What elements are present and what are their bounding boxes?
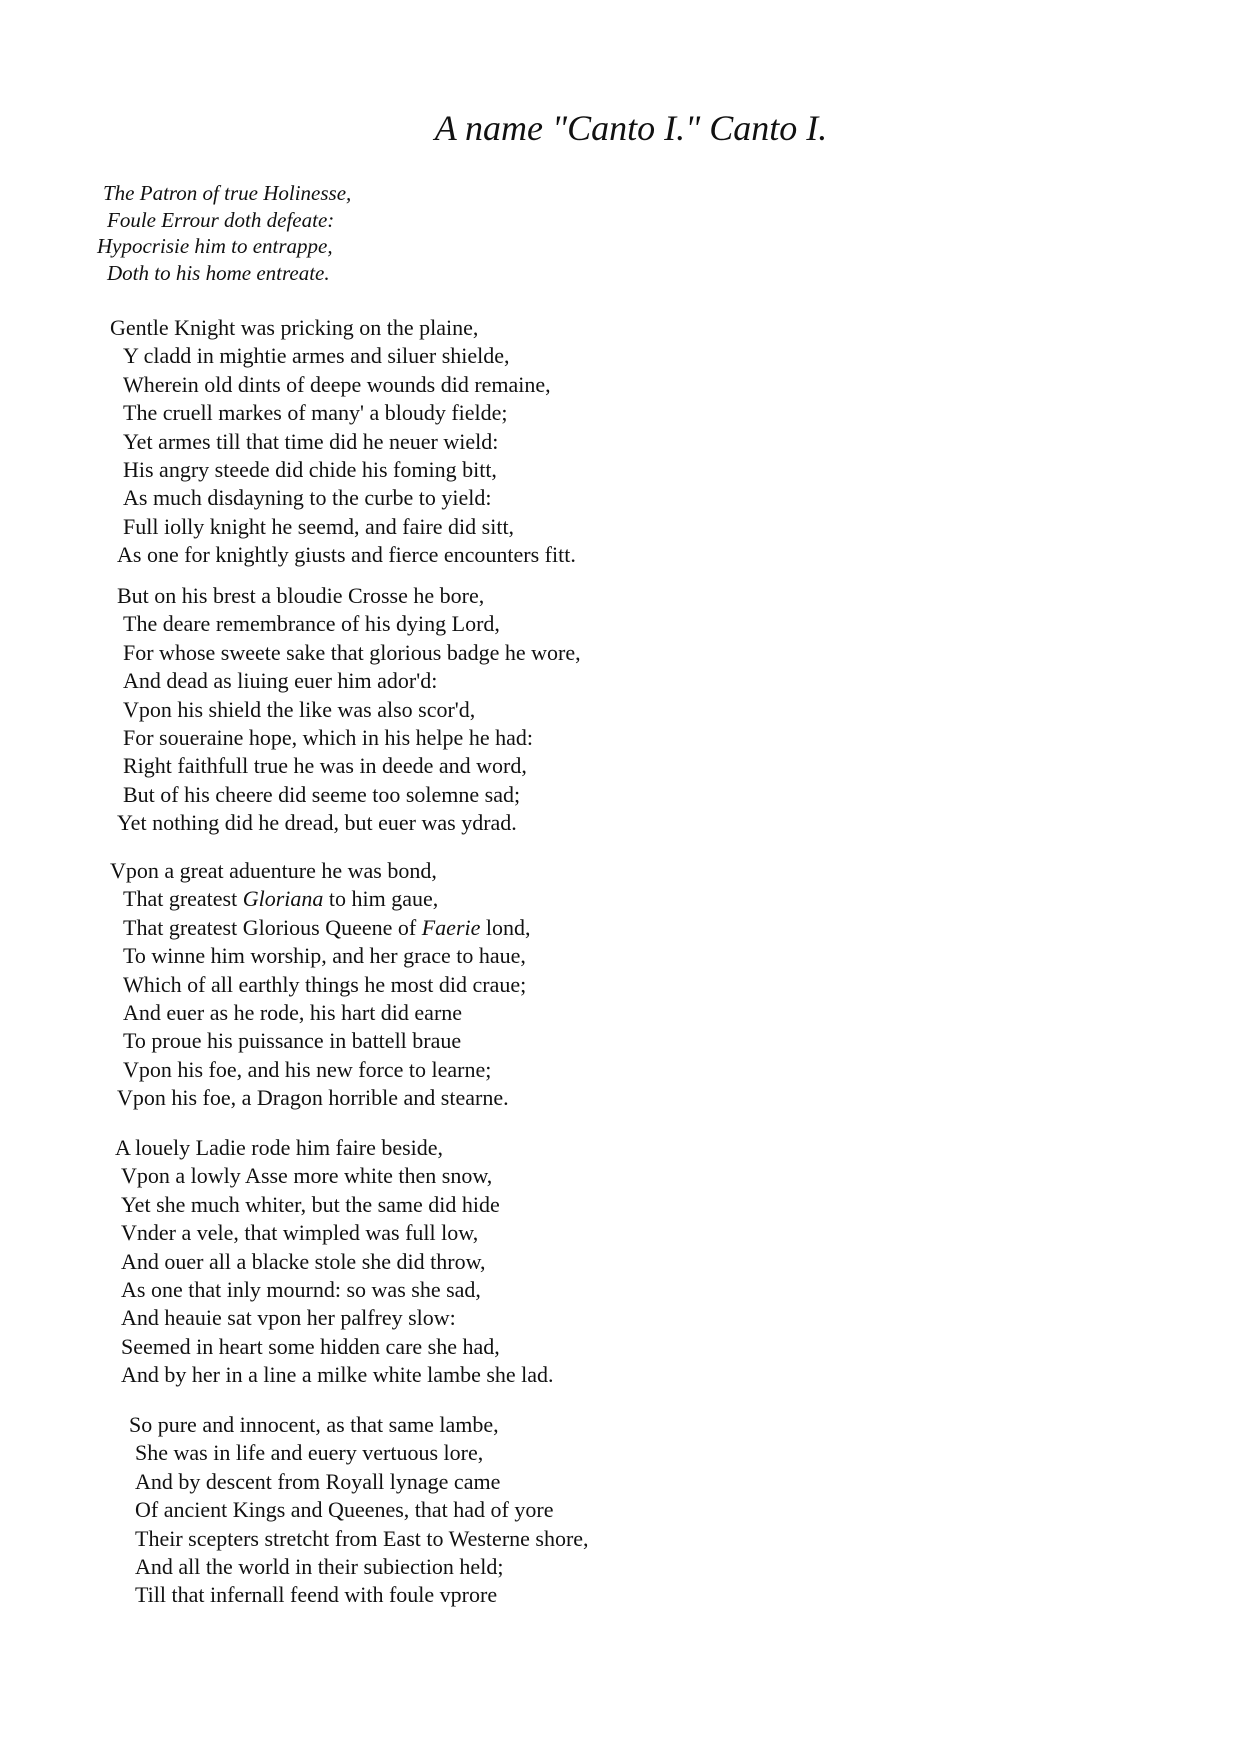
verse-text: That greatest Gloriana to him gaue, [123, 886, 439, 912]
stanza-1 [0, 314, 576, 570]
stanza-2 [0, 582, 581, 838]
verse-line: And all the world in their subiection held; [135, 1553, 504, 1579]
argument-line: Hypocrisie him to entrappe, [97, 234, 333, 258]
verse-line: Yet she much whiter, but the same did hide [121, 1191, 500, 1217]
verse-line: For whose sweete sake that glorious badge he wore, [123, 639, 581, 665]
verse-line: Vpon his foe, and his new force to learne; [123, 1056, 492, 1082]
verse-line: She was in life and euery vertuous lore, [135, 1440, 484, 1466]
verse-line: Gentle Knight was pricking on the plaine, [110, 315, 479, 340]
verse-line: As one for knightly giusts and fierce encounters fitt. [117, 542, 576, 568]
verse-line: His angry steede did chide his foming bitt, [123, 456, 497, 482]
verse-line: But of his cheere did seeme too solemne sad; [123, 781, 521, 807]
verse-line: For soueraine hope, which in his helpe he had: [123, 724, 533, 750]
verse-line: Wherein old dints of deepe wounds did remaine, [123, 371, 551, 397]
verse-line: And euer as he rode, his hart did earne [123, 999, 463, 1025]
verse-line: Yet nothing did he dread, but euer was ydrad. [117, 810, 517, 836]
verse-line: A louely Ladie rode him faire beside, [115, 1135, 444, 1160]
stanza-5 [0, 1411, 589, 1610]
verse-line [0, 885, 531, 913]
verse-line: To proue his puissance in battell braue [123, 1028, 462, 1054]
verse-line: And by descent from Royall lynage came [135, 1468, 501, 1494]
argument-line: The Patron of true Holinesse, [103, 181, 352, 205]
verse-line [0, 914, 531, 942]
verse-line: Till that infernall feend with foule vprore [135, 1582, 498, 1608]
verse-line: And ouer all a blacke stole she did throw, [121, 1248, 486, 1274]
page-title: A name "Canto I." Canto I. [434, 108, 828, 148]
verse-line: So pure and innocent, as that same lambe, [129, 1412, 499, 1437]
argument-line: Foule Errour doth defeate: [107, 207, 335, 232]
verse-line: As one that inly mournd: so was she sad, [121, 1276, 481, 1302]
verse-line: Vpon a lowly Asse more white then snow, [121, 1163, 493, 1189]
verse-line: To winne him worship, and her grace to haue, [123, 943, 526, 969]
verse-line: Which of all earthly things he most did craue; [123, 971, 527, 997]
verse-line: Of ancient Kings and Queenes, that had of yore [135, 1497, 554, 1523]
verse-line: Vnder a vele, that wimpled was full low, [121, 1220, 479, 1246]
verse-line: Vpon his shield the like was also scor'd, [123, 696, 476, 722]
verse-line: Right faithfull true he was in deede and word, [123, 753, 527, 779]
verse-line: The cruell markes of many' a bloudy fielde; [123, 400, 508, 426]
italic-name: Gloriana [242, 886, 324, 912]
verse-line: Vpon a great aduenture he was bond, [110, 858, 437, 883]
verse-line: As much disdayning to the curbe to yield: [123, 485, 492, 511]
canto-argument [0, 180, 351, 286]
argument-line: Doth to his home entreate. [107, 260, 330, 285]
verse-line: Seemed in heart some hidden care she had, [121, 1333, 500, 1359]
verse-line: Y cladd in mightie armes and siluer shielde, [123, 343, 510, 369]
verse-line: And by her in a line a milke white lambe she lad. [121, 1362, 554, 1388]
verse-line: And heauie sat vpon her palfrey slow: [121, 1305, 456, 1331]
verse-line: Vpon his foe, a Dragon horrible and stearne. [117, 1085, 509, 1111]
verse-line: Full iolly knight he seemd, and faire did sitt, [123, 513, 515, 539]
verse-line: And dead as liuing euer him ador'd: [123, 668, 438, 694]
verse-line: But on his brest a bloudie Crosse he bore, [117, 583, 485, 608]
verse-text: That greatest Glorious Queene of Faerie lond, [123, 914, 531, 940]
verse-line: Their scepters stretcht from East to Westerne shore, [135, 1525, 589, 1551]
stanza-4 [0, 1134, 554, 1390]
verse-line: Yet armes till that time did he neuer wield: [123, 428, 499, 454]
stanza-3 [0, 857, 531, 1113]
verse-line: The deare remembrance of his dying Lord, [123, 611, 500, 637]
italic-name: Faerie [421, 914, 481, 940]
